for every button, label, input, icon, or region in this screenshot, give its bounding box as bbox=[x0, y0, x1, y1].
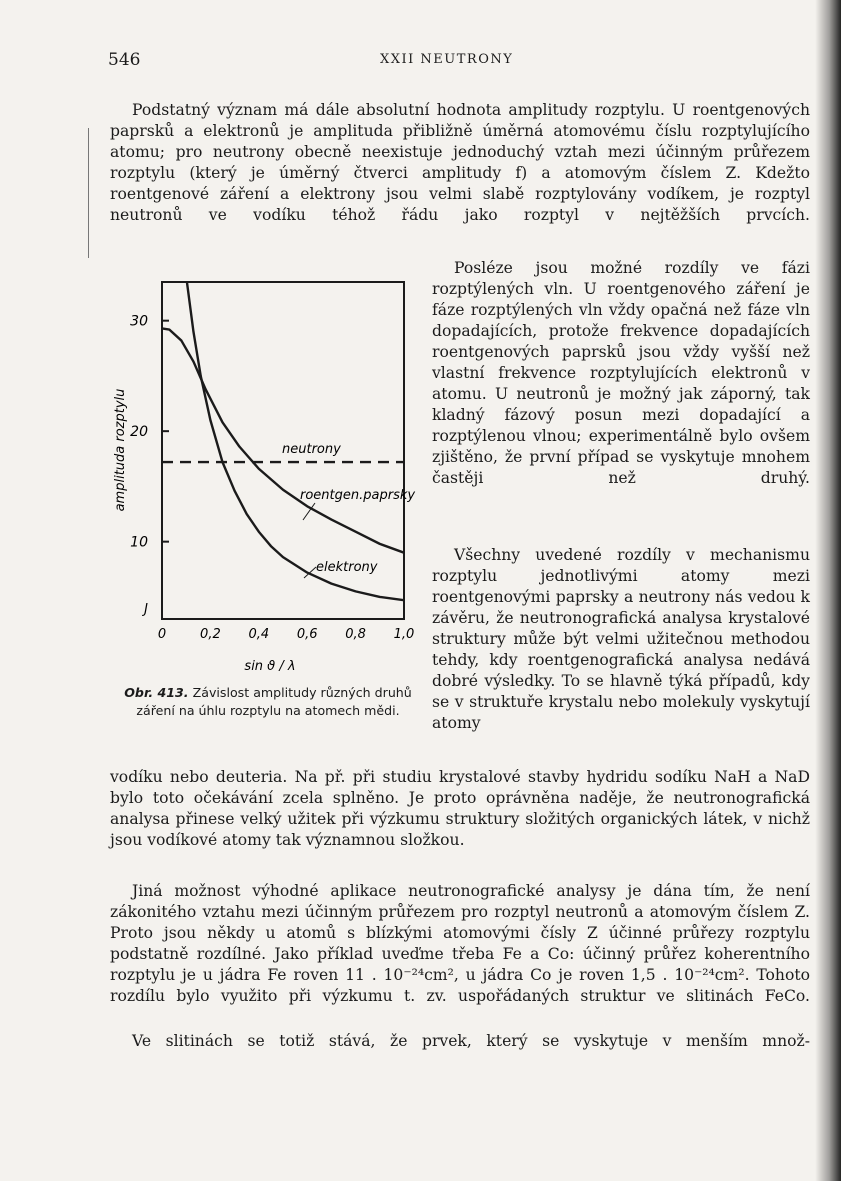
x-tick-label: 0,2 bbox=[200, 627, 221, 642]
paragraph-3-side: Všechny uvedené rozdíly v mechanismu rozptylu jednotlivými atomy mezi roentgenovými paprsky a neutrony nás vedou k závěru, že neutronografická analysa krystalové struktury může být velmi užitečnou methodou tehdy, kdy roentgenografická analysa nedává dobré výsledky. To se hlavně týká případů, kdy se v struktuře krystalu nebo molekuly vyskytují atomy bbox=[432, 546, 810, 732]
figure-413 bbox=[110, 270, 426, 750]
amplitude-chart bbox=[110, 270, 426, 680]
y-axis-label: amplituda rozptylu bbox=[113, 388, 128, 512]
y-tick-label: 10 bbox=[130, 534, 148, 551]
x-axis-label: sin ϑ / λ bbox=[244, 659, 296, 674]
running-head: XXII NEUTRONY bbox=[380, 52, 514, 67]
figure-number: Obr. 413. bbox=[124, 685, 189, 700]
x-tick-label: 1,0 bbox=[393, 627, 415, 642]
page-header bbox=[108, 50, 811, 72]
margin-mark bbox=[88, 128, 89, 258]
paragraph-5: Ve slitinách se totiž stává, že prvek, který se vyskytuje v menším množ- bbox=[132, 1032, 810, 1050]
paragraph-1: Podstatný význam má dále absolutní hodnota amplitudy rozptylu. U roentgenových paprsků a elektronů je amplituda přibližně úměrná atomovému číslu rozptylujícího atomu; pro neutrony obecně neexistuje jednoduchý vztah mezi účinným průřezem rozptylu (který je úměrný čtverci amplitudy f) a atomovým číslem Z. Kdežto roentgenové záření a elektrony jsou velmi slabě rozptylovány vodíkem, je rozptyl neutronů ve vodíku téhož řádu jako rozptyl v nejtěžších prvcích. bbox=[110, 101, 810, 224]
x-tick-label: 0,6 bbox=[296, 627, 318, 642]
paragraph-4: Jiná možnost výhodné aplikace neutronografické analysy je dána tím, že není zákonitého vztahu mezi účinným průřezem pro rozptyl neutronů a atomovým číslem Z. Proto jsou někdy u atomů s blízkými atomovými čísly Z účinné průřezy rozptylu podstatně rozdílné. Jako příklad uveďme třeba Fe a Co: účinný průřez koherentního rozptylu je u jádra Fe roven 11 . 10⁻²⁴cm², u jádra Co je roven 1,5 . 10⁻²⁴cm². Tohoto rozdílu bylo využito při výzkumu t. zv. uspořádaných struktur ve slitinách FeCo. bbox=[110, 882, 810, 1005]
series-label-neutrony: neutrony bbox=[282, 442, 341, 457]
paragraph-2: Posléze jsou možné rozdíly ve fázi rozptýlených vln. U roentgenového záření je fáze rozptýlených vln vždy opačná než fáze vln dopadajících, protože frekvence dopadajících roentgenových paprsků jsou vždy vyšší než vlastní frekvence rozptylujících elektronů v atomu. U neutronů je možný jak záporný, tak kladný fázový posun mezi dopadající a rozptýlenou vlnou; experimentálně bylo ovšem zjištěno, že první případ se vyskytuje mnohem častěji než druhý. bbox=[432, 259, 810, 487]
page-edge-shadow bbox=[815, 0, 841, 1181]
figure-caption bbox=[110, 684, 426, 720]
series-line-elektrony bbox=[186, 276, 404, 600]
x-tick-label: 0,4 bbox=[248, 627, 270, 642]
page-number: 546 bbox=[108, 50, 141, 70]
x-tick-label: 0 bbox=[157, 627, 167, 642]
y-tick-label: 20 bbox=[130, 424, 148, 441]
series-label-elektrony: elektrony bbox=[316, 560, 378, 575]
figure-caption-text: Závislost amplitudy různých druhů záření na úhlu rozptylu na atomech mědi. bbox=[136, 685, 412, 718]
paragraph-3-full: vodíku nebo deuteria. Na př. při studiu krystalové stavby hydridu sodíku NaH a NaD bylo toto očekávání zcela splněno. Je proto oprávněna naděje, že neutronografická analysa přinese velký užitek při výzkumu struktury složitých organických látek, v nichž jsou vodíkové atomy tak významnou složkou. bbox=[110, 768, 810, 849]
series-label-roentgen: roentgen.paprsky bbox=[300, 488, 416, 503]
y-tick-label: 30 bbox=[130, 313, 148, 330]
x-tick-label: 0,8 bbox=[345, 627, 366, 642]
y-bottom-label: J bbox=[144, 602, 148, 617]
